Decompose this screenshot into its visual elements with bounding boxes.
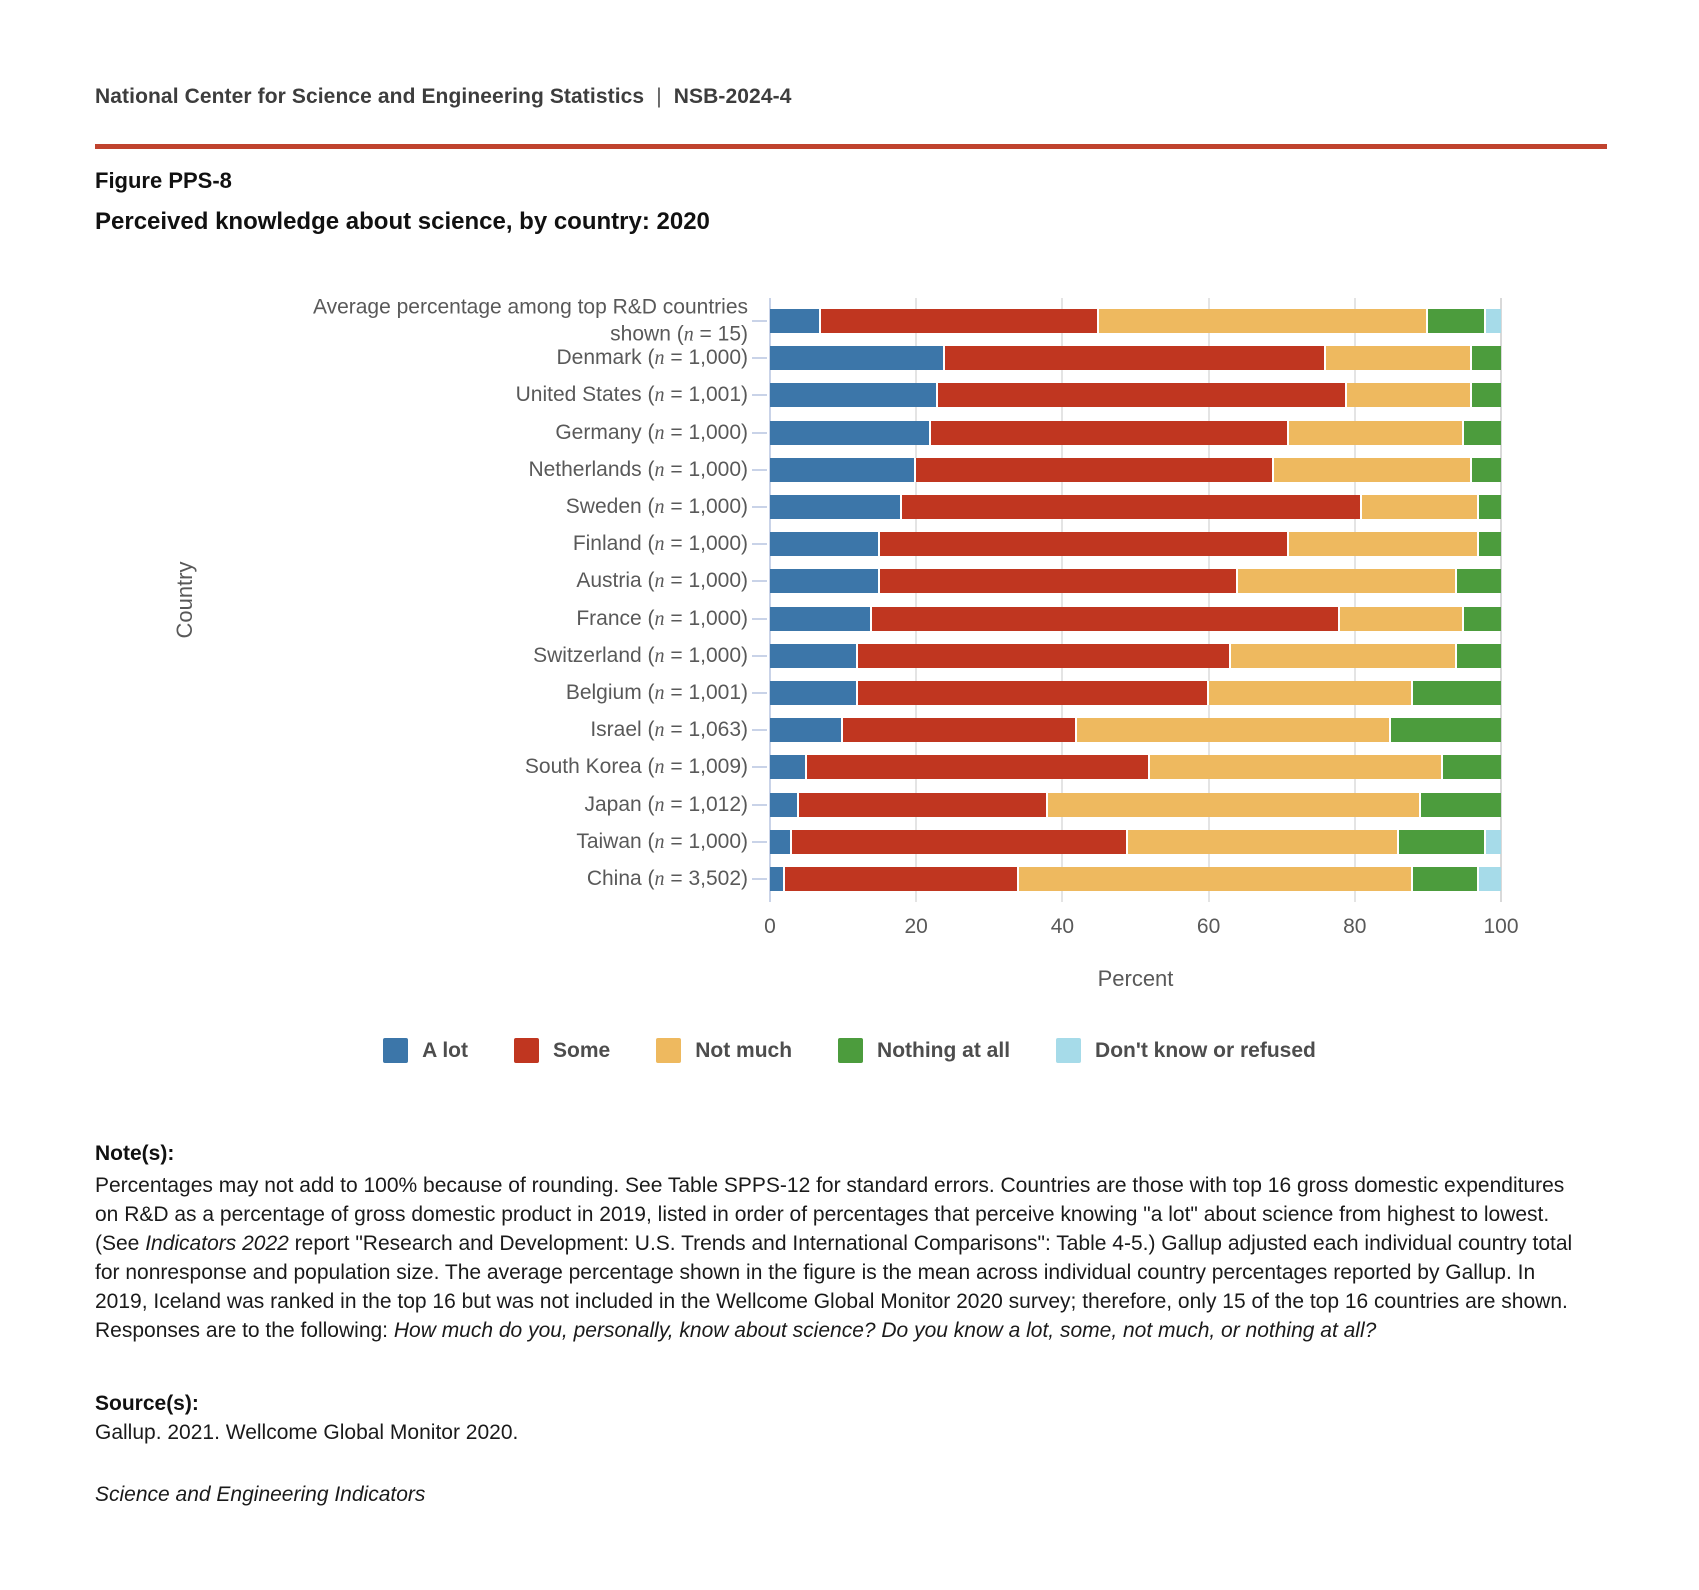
bar-segment (1472, 458, 1501, 482)
category-label: Belgium (n = 1,001) (565, 681, 748, 704)
bar-segment (916, 458, 1274, 482)
category-label: China (n = 3,502) (586, 867, 748, 890)
category-label: Netherlands (n = 1,000) (528, 457, 748, 481)
category-label: Japan (n = 1,012) (584, 792, 748, 816)
bar-row (770, 644, 1501, 668)
category-tick (752, 394, 767, 396)
plot-area (770, 298, 1501, 902)
bar-segment (770, 458, 916, 482)
bar-segment (1486, 309, 1501, 333)
category-label: Average percentage among top R&D countries shown (n = 15) (312, 295, 748, 346)
legend-label: Nothing at all (877, 1038, 1011, 1062)
bar-segment (799, 793, 1048, 817)
category-tick (752, 766, 767, 768)
bar-segment (1464, 421, 1501, 445)
category-tick (752, 692, 767, 694)
bar-segment (902, 495, 1363, 519)
bar-segment (1479, 532, 1501, 556)
bar-segment (1391, 718, 1501, 742)
x-axis-title: Percent (1097, 966, 1174, 991)
figure-label: Figure PPS-8 (95, 168, 232, 193)
legend-item-a-lot (383, 1038, 468, 1063)
legend-swatch (514, 1038, 539, 1063)
category-label: Israel (n = 1,063) (590, 718, 748, 742)
category-label: Finland (n = 1,000) (572, 532, 748, 556)
chart-legend (0, 1038, 1699, 1063)
bar-row (770, 793, 1501, 817)
bar-segment (770, 755, 807, 779)
x-tick-label: 20 (904, 915, 928, 938)
bar-segment (807, 755, 1151, 779)
bar-segment (1399, 830, 1487, 854)
bar-segment (1289, 421, 1464, 445)
bar-segment (1238, 569, 1457, 593)
category-label: Denmark (n = 1,000) (556, 346, 748, 370)
header-rule (95, 144, 1607, 149)
bar-segment (1347, 383, 1471, 407)
category-tick (752, 357, 767, 359)
note-segment: report "Research and Development: U.S. Trends and International Comparisons": Table 4-5.) Gallup adjusted each individual country total for nonresponse and population size. The average percentage shown in the figure is the mean across individual country percentages reported by Gallup. In 2019, Iceland was ranked in the top 16 but was not included in the Wellcome Global Monitor 2020 survey; therefore, only 15 of the top 16 countries are shown. Responses are to the following: (95, 1232, 1573, 1342)
legend-swatch (838, 1038, 863, 1063)
figure-title: Perceived knowledge about science, by country: 2020 (95, 208, 710, 235)
bar-segment (770, 718, 843, 742)
y-axis-title: Country (172, 561, 197, 639)
legend-swatch (1056, 1038, 1081, 1063)
category-label: Switzerland (n = 1,000) (533, 643, 748, 667)
bar-segment (770, 569, 880, 593)
bar-segment (1457, 644, 1501, 668)
x-tick-label: 0 (764, 915, 776, 938)
bar-segment (1472, 383, 1501, 407)
bar-row (770, 421, 1501, 445)
bar-segment (770, 495, 902, 519)
bar-segment (770, 793, 799, 817)
category-label: Taiwan (n = 1,000) (576, 829, 748, 853)
bar-segment (770, 681, 858, 705)
bar-segment (1231, 644, 1458, 668)
category-tick (752, 543, 767, 545)
header-separator: | (656, 85, 662, 108)
category-label: Germany (n = 1,000) (555, 420, 748, 444)
bar-segment (858, 681, 1209, 705)
bar-segment (1209, 681, 1414, 705)
bar-segment (1421, 793, 1501, 817)
bar-segment (931, 421, 1289, 445)
legend-label: Some (553, 1038, 611, 1062)
header-report-id: NSB-2024-4 (673, 85, 792, 108)
category-tick (752, 320, 767, 322)
bar-row (770, 607, 1501, 631)
legend-item-don-t-know-or-refused (1056, 1038, 1316, 1063)
category-tick (752, 469, 767, 471)
legend-label: Don't know or refused (1095, 1038, 1316, 1062)
source-heading: Source(s): (95, 1392, 199, 1415)
bar-row (770, 830, 1501, 854)
bar-row (770, 867, 1501, 891)
category-tick (752, 580, 767, 582)
note-italic-segment: How much do you, personally, know about science? Do you know a lot, some, not much, or nothing at all? (393, 1319, 1377, 1342)
bar-segment (770, 309, 821, 333)
bar-segment (785, 867, 1019, 891)
bar-segment (1479, 495, 1501, 519)
category-label: South Korea (n = 1,009) (524, 755, 748, 779)
bar-segment (1464, 607, 1501, 631)
bar-segment (1128, 830, 1398, 854)
bar-segment (770, 421, 931, 445)
x-tick-label: 60 (1196, 915, 1221, 938)
category-label: France (n = 1,000) (576, 606, 748, 630)
bar-row (770, 532, 1501, 556)
bar-segment (1019, 867, 1414, 891)
bar-segment (843, 718, 1077, 742)
bar-segment (1443, 755, 1501, 779)
bar-segment (770, 644, 858, 668)
bar-segment (1077, 718, 1391, 742)
category-tick (752, 506, 767, 508)
bar-segment (1289, 532, 1479, 556)
bar-segment (1326, 346, 1472, 370)
x-tick-label: 80 (1343, 915, 1367, 938)
bar-row (770, 346, 1501, 370)
legend-label: Not much (695, 1038, 793, 1062)
category-tick (752, 618, 767, 620)
legend-label: A lot (422, 1038, 469, 1062)
category-tick (752, 841, 767, 843)
bar-segment (880, 569, 1238, 593)
category-tick (752, 878, 767, 880)
category-tick (752, 432, 767, 434)
bar-segment (858, 644, 1231, 668)
bar-segment (872, 607, 1340, 631)
category-tick (752, 804, 767, 806)
bar-row (770, 458, 1501, 482)
bar-segment (1274, 458, 1471, 482)
legend-item-some (514, 1038, 610, 1063)
bar-row (770, 495, 1501, 519)
bar-segment (770, 346, 945, 370)
bar-segment (770, 532, 880, 556)
bar-row (770, 383, 1501, 407)
bar-row (770, 755, 1501, 779)
bar-segment (770, 383, 938, 407)
legend-swatch (656, 1038, 681, 1063)
bar-segment (1472, 346, 1501, 370)
bar-segment (770, 830, 792, 854)
bar-segment (1486, 830, 1501, 854)
bar-segment (1150, 755, 1442, 779)
legend-swatch (383, 1038, 408, 1063)
bar-segment (792, 830, 1128, 854)
x-tick-label: 100 (1483, 915, 1519, 938)
source-text: Gallup. 2021. Wellcome Global Monitor 2020. (95, 1421, 519, 1444)
bar-segment (1428, 309, 1486, 333)
bar-segment (1479, 867, 1501, 891)
bar-row (770, 718, 1501, 742)
category-tick (752, 655, 767, 657)
bar-segment (770, 867, 785, 891)
x-tick-label: 40 (1050, 915, 1075, 938)
legend-item-not-much (656, 1038, 792, 1063)
bar-segment (945, 346, 1325, 370)
category-label: Sweden (n = 1,000) (565, 495, 748, 518)
bar-segment (880, 532, 1289, 556)
bar-row (770, 309, 1501, 333)
bar-segment (1048, 793, 1421, 817)
bar-row (770, 569, 1501, 593)
bar-segment (1413, 681, 1501, 705)
notes-heading: Note(s): (95, 1142, 175, 1165)
bar-segment (1099, 309, 1428, 333)
bar-segment (1362, 495, 1479, 519)
category-label: Austria (n = 1,000) (576, 569, 748, 593)
note-segment: Percentages may not add to 100% because of rounding. See Table SPPS-12 for standard errors. Countries are those with top 16 gross domestic expenditures on R&D as a percentage of gross domestic product in 2019, listed in order of percentages that perceive knowing "a lot" about science from highest to lowest. (See (95, 1174, 1565, 1255)
bar-segment (1340, 607, 1464, 631)
page-header (95, 85, 792, 109)
note-italic-segment: Indicators 2022 (145, 1232, 289, 1255)
legend-item-nothing-at-all (838, 1038, 1010, 1063)
category-label: United States (n = 1,001) (515, 383, 748, 407)
publication-name: Science and Engineering Indicators (95, 1483, 426, 1506)
header-org: National Center for Science and Engineering Statistics (95, 85, 645, 108)
bar-segment (1413, 867, 1479, 891)
category-tick (752, 729, 767, 731)
bar-segment (1457, 569, 1501, 593)
notes-body (95, 1171, 1593, 1345)
bar-row (770, 681, 1501, 705)
bar-segment (938, 383, 1347, 407)
bar-segment (821, 309, 1099, 333)
bar-segment (770, 607, 872, 631)
